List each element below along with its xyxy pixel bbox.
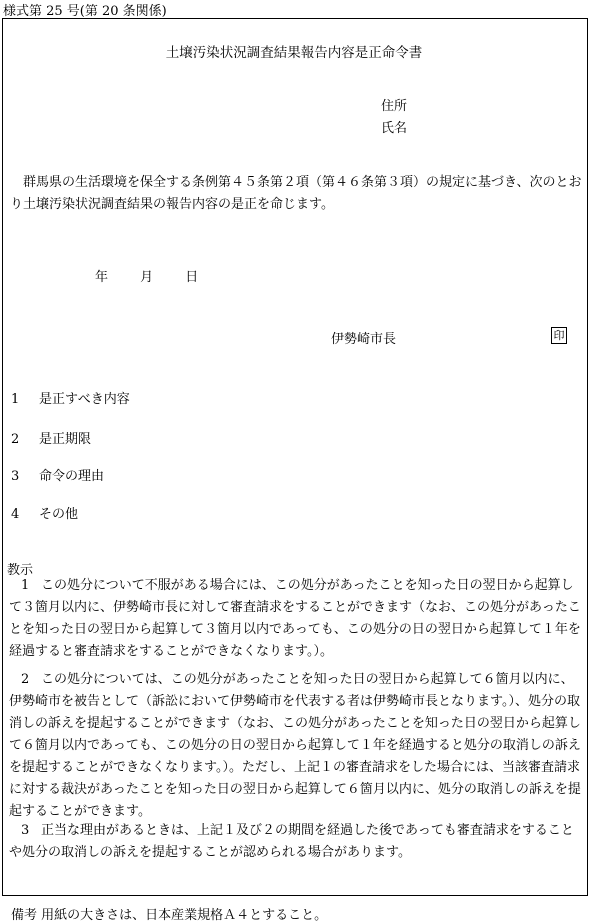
- notice-item: [9, 820, 583, 864]
- notice-text: 正当な理由があるときは、上記１及び２の期間を経過した後であっても審査請求をすることや処分の取消しの訴えを提起することが認められる場合があります。: [9, 823, 574, 860]
- notice-number: 2: [21, 672, 30, 687]
- name-label: 氏名: [381, 121, 408, 136]
- notice-heading: 教示: [7, 563, 34, 578]
- notice-number: 3: [21, 823, 30, 838]
- notice-number: 1: [21, 578, 30, 593]
- item-number: 3: [11, 469, 20, 484]
- remark: 備考 用紙の大きさは、日本産業規格Ａ４とすること。: [11, 908, 328, 923]
- item-label: その他: [39, 507, 79, 522]
- document-title: 土壌汚染状況調査結果報告内容是正命令書: [165, 45, 423, 61]
- list-item: [11, 388, 130, 407]
- list-item: [11, 465, 104, 484]
- seal-mark: 印: [551, 327, 567, 344]
- item-label: 命令の理由: [39, 469, 105, 484]
- main-text: 群馬県の生活環境を保全する条例第４５条第２項（第４６条第３項）の規定に基づき、次のとおり土壌汚染状況調査結果の報告内容の是正を命じます。: [10, 175, 582, 212]
- notice-text: この処分については、この処分があったことを知った日の翌日から起算して６箇月以内に、伊勢崎市を被告として（訴訟において伊勢崎市を代表する者は伊勢崎市長となります。）、処分の取消しの訴えを提起することができます（なお、この処分があったことを知った日の翌日から起算して６箇月以内であっても、この処分の日の翌日から起算して１年を経過すると処分の取消しの訴えを提起することができなくなります。）。ただし、上記１の審査請求をした場合には、当該審査請求に対する裁決があったことを知った日の翌日から起算して６箇月以内に、処分の取消しの訴えを提起することができます。: [9, 672, 581, 819]
- item-label: 是正期限: [39, 432, 92, 447]
- notice-item: [9, 575, 583, 663]
- notice-text: この処分について不服がある場合には、この処分があったことを知った日の翌日から起算して３箇月以内に、伊勢崎市長に対して審査請求をすることができます（なお、この処分があったことを知った日の翌日から起算して３箇月以内であっても、この処分の日の翌日から起算して１年を経過すると審査請求をすることができなくなります。）。: [9, 578, 581, 659]
- notice-item: [9, 669, 583, 823]
- date-line: 年 月 日: [95, 270, 199, 285]
- form-number: 様式第 25 号(第 20 条関係): [3, 4, 167, 19]
- issuer-title: 伊勢崎市長: [331, 332, 397, 347]
- item-number: 1: [11, 392, 20, 407]
- list-item: [11, 503, 78, 522]
- list-item: [11, 428, 91, 447]
- address-label: 住所: [381, 99, 408, 114]
- item-number: 2: [11, 432, 20, 447]
- item-label: 是正すべき内容: [39, 392, 130, 407]
- item-number: 4: [11, 507, 20, 522]
